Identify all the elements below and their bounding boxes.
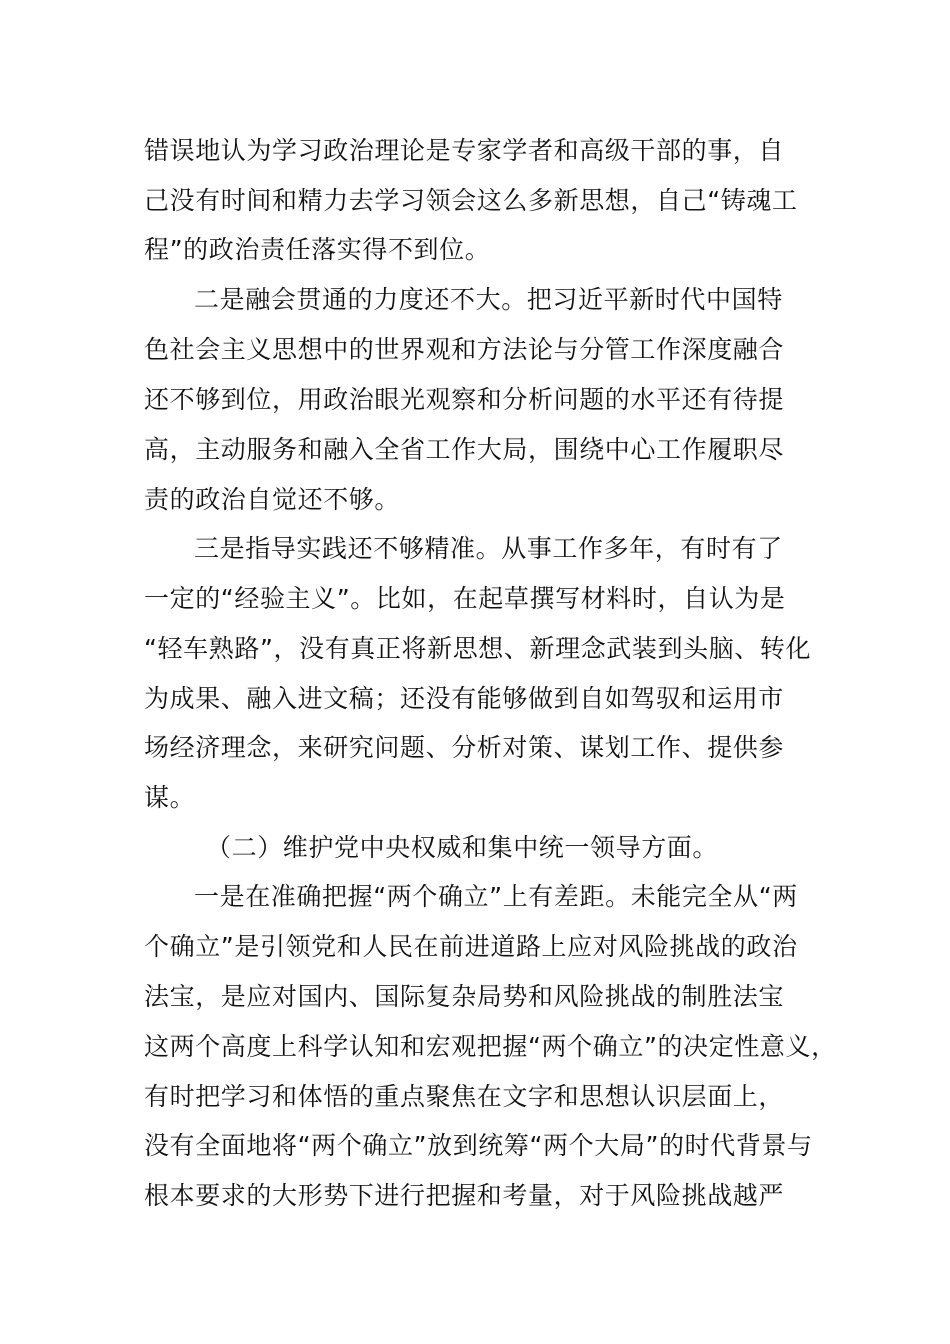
text-line: 己没有时间和精力去学习领会这么多新思想，自己“铸魂工 (144, 186, 798, 215)
text-line: 场经济理念，来研究问题、分析对策、谋划工作、提供参 (144, 733, 785, 762)
paragraph-start-line: 三是指导实践还不够精准。从事工作多年，有时有了 (194, 534, 783, 563)
text-line: 一定的“经验主义”。比如，在起草撰写材料时，自认为是 (144, 584, 786, 613)
text-line: 根本要求的大形势下进行把握和考量，对于风险挑战越严 (144, 1181, 785, 1210)
text-line: 还不够到位，用政治眼光观察和分析问题的水平还有待提 (144, 385, 785, 414)
text-line: 法宝，是应对国内、国际复杂局势和风险挑战的制胜法宝 (144, 982, 785, 1011)
text-line: 色社会主义思想中的世界观和方法论与分管工作深度融合 (144, 335, 785, 364)
text-line: 没有全面地将“两个确立”放到统筹“两个大局”的时代背景与 (144, 1131, 813, 1160)
text-line: 责的政治自觉还不够。 (144, 485, 401, 514)
text-line: 个确立”是引领党和人民在前进道路上应对风险挑战的政治 (144, 932, 798, 961)
text-line: 这两个高度上科学认知和宏观把握“两个确立”的决定性意义， (144, 1032, 837, 1061)
text-line: 程”的政治责任落实得不到位。 (144, 235, 491, 264)
text-line: “轻车熟路”，没有真正将新思想、新理念武装到头脑、转化 (144, 634, 812, 663)
paragraph-start-line: 一是在准确把握“两个确立”上有差距。未能完全从“两 (194, 882, 798, 911)
section-heading: （二）维护党中央权威和集中统一领导方面。 (206, 833, 719, 862)
paragraph-start-line: 二是融会贯通的力度还不大。把习近平新时代中国特 (194, 285, 783, 314)
text-line: 有时把学习和体悟的重点聚焦在文字和思想认识层面上， (144, 1082, 785, 1111)
text-line: 错误地认为学习政治理论是专家学者和高级干部的事，自 (144, 136, 785, 165)
text-line: 高，主动服务和融入全省工作大局，围绕中心工作履职尽 (144, 435, 785, 464)
text-line: 谋。 (144, 783, 196, 812)
text-line: 为成果、融入进文稿；还没有能够做到自如驾驭和运用市 (144, 684, 785, 713)
